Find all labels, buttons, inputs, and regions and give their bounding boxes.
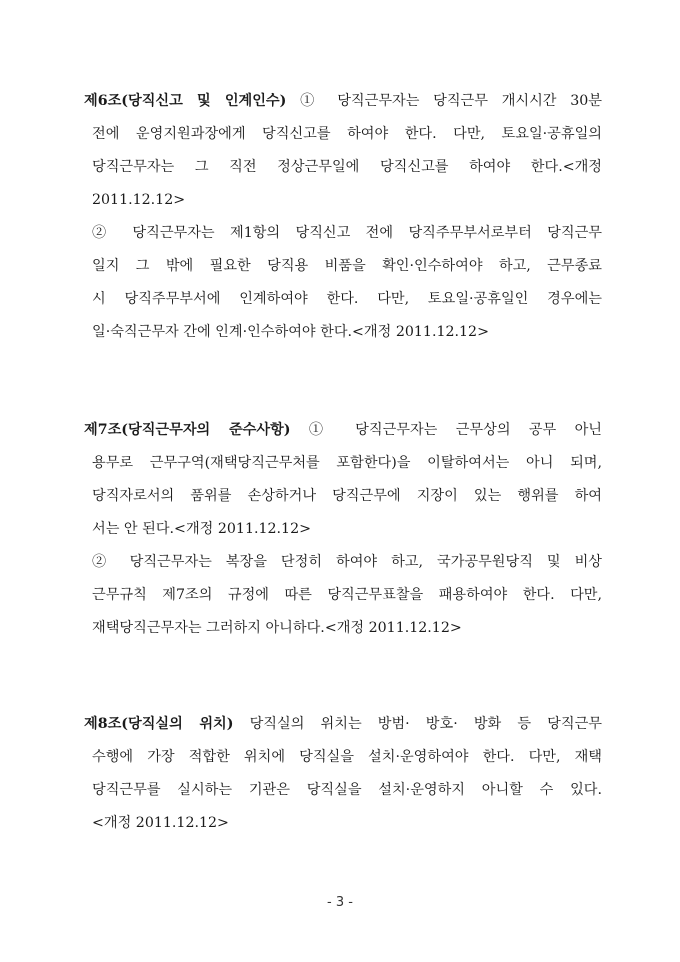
article-7-line-2: 용무로 근무구역(재택당직근무처를 포함한다)을 이탈하여서는 아니 되며, [92, 455, 602, 471]
article-8-line-1 [84, 709, 602, 739]
article-7-line-1 [84, 415, 602, 445]
article-7-line-3: 당직자로서의 품위를 손상하거나 당직근무에 지장이 있는 행위를 하여 [92, 488, 602, 504]
article-6-line-7: 시 당직주무부서에 인계하여야 한다. 다만, 토요일·공휴일인 경우에는 [92, 291, 602, 307]
article-8-line-3: 당직근무를 실시하는 기관은 당직실을 설치·운영하지 아니할 수 있다. [92, 782, 602, 798]
article-7-title: 제7조(당직근무자의 준수사항) [84, 422, 291, 438]
article-8-line-2: 수행에 가장 적합한 위치에 당직실을 설치·운영하여야 한다. 다만, 재택 [92, 749, 602, 765]
article-6-text: ① 당직근무자는 당직근무 개시시간 30분 [286, 93, 602, 109]
article-7-line-6: 근무규칙 제7조의 규정에 따른 당직근무표찰을 패용하여야 한다. 다만, [92, 587, 602, 603]
article-6-line-3: 당직근무자는 그 직전 정상근무일에 당직신고를 하여야 한다.<개정 [92, 159, 602, 175]
article-8-line-4: <개정 2011.12.12> [92, 815, 229, 831]
article-6-line-8: 일·숙직근무자 간에 인계·인수하여야 한다.<개정 2011.12.12> [92, 324, 489, 340]
article-6-line-1 [84, 86, 602, 116]
article-7-line-4: 서는 안 된다.<개정 2011.12.12> [92, 521, 311, 537]
article-6-line-4: 2011.12.12> [92, 192, 186, 208]
article-6-line-2: 전에 운영지원과장에게 당직신고를 하여야 한다. 다만, 토요일·공휴일의 [92, 126, 602, 142]
article-6-line-5: ② 당직근무자는 제1항의 당직신고 전에 당직주무부서로부터 당직근무 [92, 225, 602, 241]
article-6-line-6: 일지 그 밖에 필요한 당직용 비품을 확인·인수하여야 하고, 근무종료 [92, 258, 602, 274]
article-7-line-5: ② 당직근무자는 복장을 단정히 하여야 하고, 국가공무원당직 및 비상 [92, 554, 602, 570]
article-8-title: 제8조(당직실의 위치) [84, 716, 234, 732]
page-number: - 3 - [327, 895, 353, 910]
article-7-line-7: 재택당직근무자는 그러하지 아니하다.<개정 2011.12.12> [92, 620, 462, 636]
article-7-text: ① 당직근무자는 근무상의 공무 아닌 [290, 422, 602, 438]
article-8-text: 당직실의 위치는 방범· 방호· 방화 등 당직근무 [233, 716, 602, 732]
article-6-title: 제6조(당직신고 및 인계인수) [84, 93, 287, 109]
